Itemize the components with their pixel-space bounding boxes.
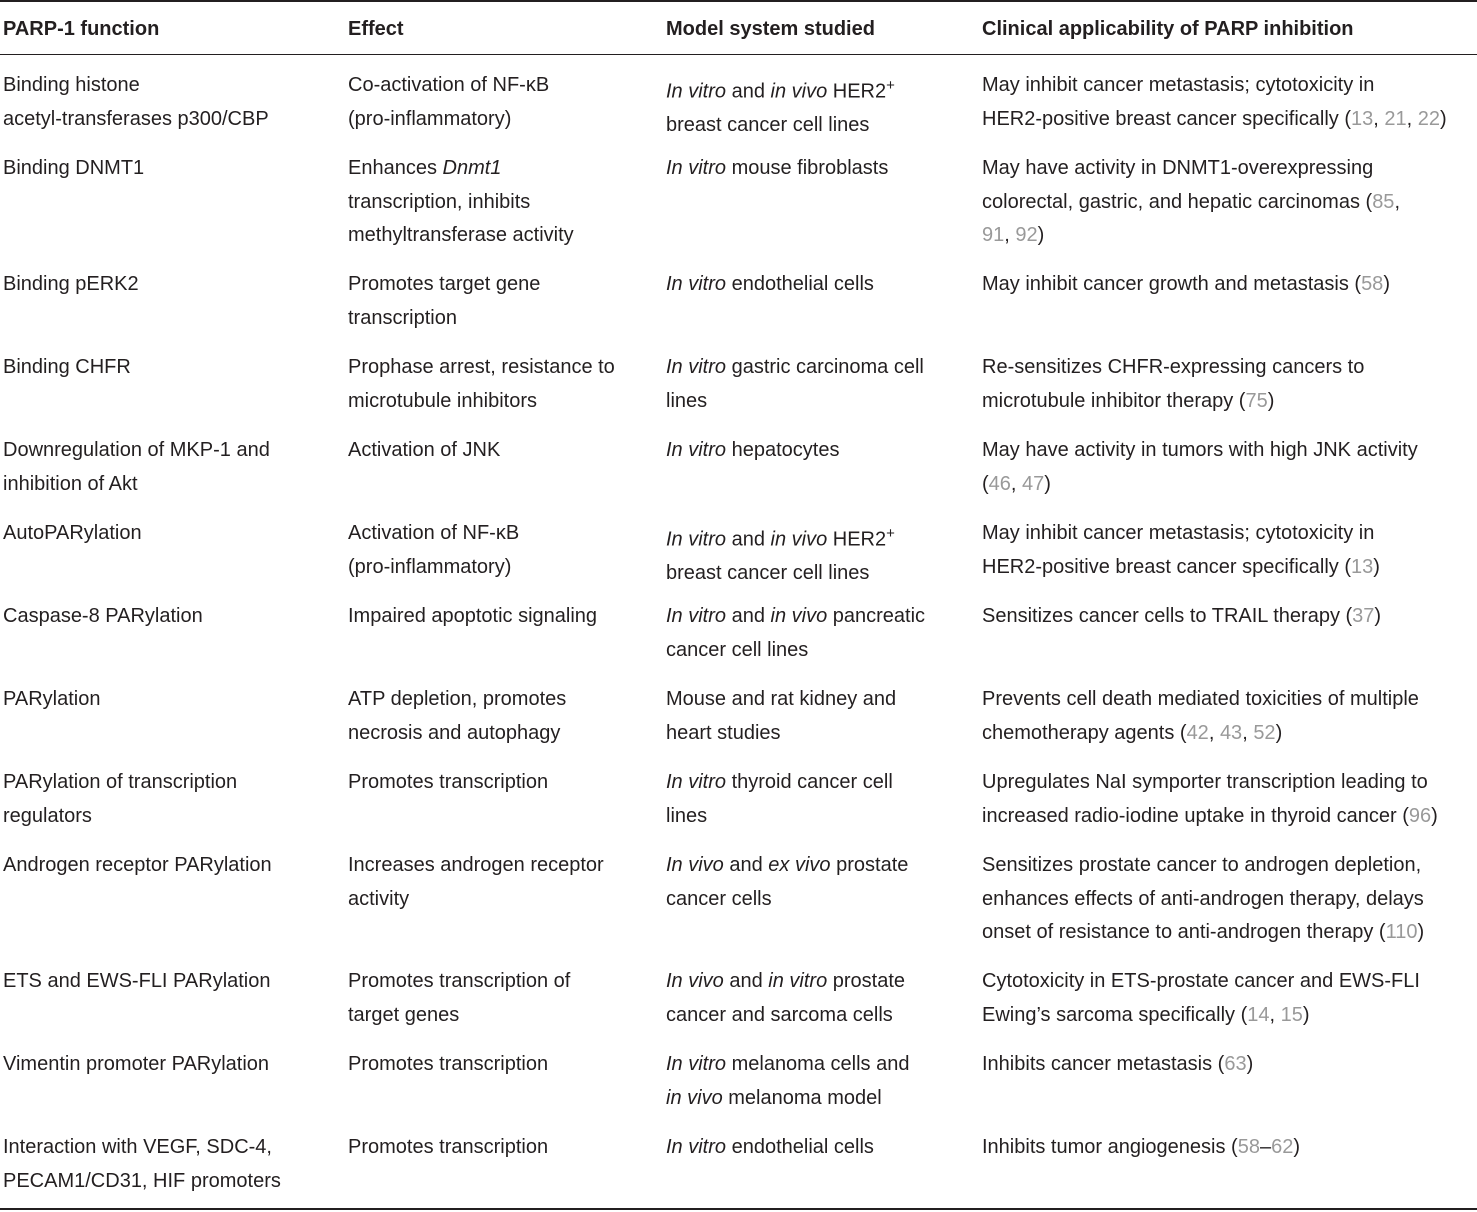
cell-function	[3, 766, 237, 833]
cell-effect	[348, 1048, 548, 1082]
cell-line	[666, 517, 895, 557]
cell-model	[666, 683, 896, 750]
citation-link[interactable]: 37	[1352, 605, 1375, 627]
cell-effect	[348, 1131, 548, 1165]
cell-line: acetyl-transferases p300/CBP	[3, 107, 269, 130]
text-segment: ,	[1269, 1003, 1281, 1026]
citation-link[interactable]: 43	[1219, 721, 1243, 744]
cell-line: ATP depletion, promotes	[348, 688, 567, 710]
table-body	[0, 55, 1477, 1210]
citation-link[interactable]: 47	[1022, 472, 1045, 495]
text-segment: chemotherapy agents (	[982, 721, 1187, 744]
header-model: Model system studied	[666, 18, 875, 40]
cell-line	[666, 69, 895, 109]
text-segment: In vitro	[666, 273, 727, 295]
table-row	[0, 138, 1477, 254]
cell-line: AutoPARylation	[3, 522, 142, 544]
cell-line	[982, 766, 1438, 800]
citation-link[interactable]: 52	[1253, 721, 1276, 744]
text-segment: ,	[1406, 107, 1418, 130]
text-segment: endothelial cells	[726, 1136, 874, 1158]
table-row	[0, 586, 1477, 669]
cell-line: activity	[348, 887, 410, 910]
cell-model	[666, 1048, 909, 1115]
cell-line: Promotes transcription	[348, 771, 549, 793]
text-segment: cancer cells	[666, 887, 772, 910]
cell-effect	[348, 351, 615, 418]
text-segment: In vitro	[666, 157, 727, 179]
text-segment: enhances effects of anti-androgen therapy, delays	[982, 887, 1424, 910]
cell-model	[666, 434, 839, 468]
cell-line: Prophase arrest, resistance to	[348, 356, 615, 378]
text-segment: ,	[1242, 721, 1254, 744]
text-segment: cancer cell lines	[666, 638, 809, 661]
cell-line: Increases androgen receptor	[348, 854, 604, 876]
cell-line	[666, 965, 905, 999]
text-segment: and	[726, 528, 771, 551]
cell-line	[982, 103, 1447, 137]
text-segment: )	[1246, 1053, 1254, 1075]
table-row	[0, 55, 1477, 138]
text-segment: and	[723, 854, 769, 876]
header-function: PARP-1 function	[3, 18, 160, 40]
cell-line: Interaction with VEGF, SDC-4,	[3, 1136, 272, 1158]
cell-effect	[348, 152, 574, 253]
citation-link[interactable]: 58	[1361, 273, 1384, 295]
text-segment: May have activity in tumors with high JNK activity	[982, 439, 1418, 461]
cell-line: Binding histone	[3, 74, 140, 96]
cell-effect	[348, 434, 500, 468]
text-segment: ,	[1394, 190, 1400, 213]
cell-clinical	[982, 1048, 1253, 1082]
table-row	[0, 752, 1477, 835]
cell-function	[3, 268, 139, 302]
citation-link[interactable]: 14	[1247, 1003, 1270, 1026]
cell-line	[666, 1131, 874, 1165]
text-segment: in vivo	[770, 528, 828, 551]
cell-clinical	[982, 69, 1447, 136]
text-segment: cancer and sarcoma cells	[666, 1003, 893, 1026]
cell-clinical	[982, 152, 1400, 253]
cell-function	[3, 517, 142, 551]
text-segment: )	[1440, 107, 1447, 130]
cell-line	[982, 965, 1420, 999]
cell-line: Co-activation of NF-κB	[348, 74, 550, 96]
cell-line	[348, 152, 574, 186]
cell-function	[3, 69, 269, 136]
cell-line	[348, 219, 574, 253]
cell-line: Binding DNMT1	[3, 157, 145, 179]
text-segment: In vitro	[666, 605, 727, 627]
text-segment: )	[1374, 605, 1382, 627]
cell-function	[3, 683, 100, 717]
cell-line	[666, 849, 908, 883]
cell-line	[348, 186, 574, 220]
text-segment: Sensitizes cancer cells to TRAIL therapy (	[982, 605, 1353, 627]
cell-line: Promotes transcription of	[348, 970, 571, 992]
cell-line: Caspase-8 PARylation	[3, 605, 203, 627]
cell-line	[666, 717, 896, 751]
cell-model	[666, 268, 874, 302]
cell-model	[666, 766, 893, 833]
cell-clinical	[982, 600, 1381, 634]
cell-line	[666, 800, 893, 834]
cell-line	[982, 883, 1424, 917]
cell-line	[982, 916, 1424, 950]
table-header	[0, 2, 1477, 55]
cell-line: Activation of NF-κB	[348, 522, 520, 544]
citation-link[interactable]: 63	[1224, 1053, 1247, 1075]
text-segment: In vivo	[666, 854, 724, 876]
text-segment: Inhibits cancer metastasis (	[982, 1053, 1225, 1075]
citation-link[interactable]: 13	[1351, 107, 1374, 130]
cell-line	[982, 1048, 1253, 1082]
text-segment: )	[1275, 721, 1283, 744]
citation-link[interactable]: 42	[1186, 721, 1209, 744]
cell-line: Activation of JNK	[348, 439, 501, 461]
text-segment: May inhibit cancer growth and metastasis (	[982, 273, 1362, 295]
citation-link[interactable]: 110	[1385, 921, 1418, 943]
cell-effect	[348, 849, 604, 916]
text-segment: In vitro	[666, 356, 727, 378]
text-segment: HER2	[827, 80, 887, 103]
cell-function	[3, 849, 272, 883]
citation-link[interactable]: 13	[1351, 555, 1374, 578]
cell-line: transcription	[348, 306, 457, 329]
text-segment: HER2-positive breast cancer specifically (	[982, 107, 1352, 130]
cell-line: PARylation of transcription	[3, 771, 238, 793]
text-segment: prostate	[827, 970, 906, 992]
cell-line: microtubule inhibitors	[348, 389, 537, 412]
text-segment: transcription, inhibits	[348, 190, 531, 213]
citation-link[interactable]: 62	[1271, 1136, 1294, 1158]
cell-line	[982, 800, 1438, 834]
text-segment: Dnmt1	[442, 157, 502, 179]
cell-line	[982, 1131, 1300, 1165]
cell-line: Androgen receptor PARylation	[3, 854, 272, 876]
cell-function	[3, 351, 131, 385]
cell-model	[666, 965, 905, 1032]
table-row	[0, 254, 1477, 337]
cell-clinical	[982, 351, 1364, 418]
cell-function	[3, 965, 271, 999]
cell-line	[982, 434, 1418, 468]
text-segment: Sensitizes prostate cancer to androgen depletion,	[982, 854, 1422, 876]
citation-link[interactable]: 75	[1245, 389, 1268, 412]
text-segment: )	[1431, 804, 1438, 827]
cell-clinical	[982, 268, 1390, 302]
text-segment: ,	[1373, 107, 1385, 130]
text-segment: ,	[1010, 472, 1023, 495]
cell-line: (pro-inflammatory)	[348, 107, 512, 130]
text-segment: Re-sensitizes CHFR-expressing cancers to	[982, 356, 1365, 378]
cell-clinical	[982, 517, 1380, 584]
text-segment: )	[1267, 389, 1275, 412]
cell-function	[3, 600, 203, 634]
text-segment: HER2	[827, 528, 887, 551]
cell-line: inhibition of Akt	[3, 472, 138, 495]
cell-line	[982, 517, 1380, 551]
citation-link[interactable]: 91	[982, 224, 1005, 246]
header-effect: Effect	[348, 18, 404, 40]
cell-line	[982, 186, 1400, 220]
cell-line	[666, 634, 925, 668]
table-row	[0, 951, 1477, 1034]
citation-link[interactable]: 58	[1237, 1136, 1260, 1158]
text-segment: thyroid cancer cell	[726, 771, 893, 793]
cell-model	[666, 517, 895, 591]
citation-link[interactable]: 22	[1417, 107, 1441, 130]
text-segment: hepatocytes	[726, 439, 840, 461]
cell-clinical	[982, 1131, 1300, 1165]
citation-link[interactable]: 46	[988, 472, 1011, 495]
cell-effect	[348, 600, 597, 634]
text-segment: May inhibit cancer metastasis; cytotoxicity in	[982, 74, 1375, 96]
text-segment: onset of resistance to anti-androgen therapy (	[982, 921, 1386, 943]
table-row	[0, 337, 1477, 420]
cell-line	[982, 999, 1420, 1033]
text-segment: and	[726, 80, 771, 103]
text-segment: Cytotoxicity in ETS-prostate cancer and EWS-FLI	[982, 970, 1420, 992]
cell-line	[666, 999, 905, 1033]
text-segment: Ewing’s sarcoma specifically (	[982, 1003, 1248, 1026]
cell-line	[666, 600, 925, 634]
text-segment: breast cancer cell lines	[666, 562, 870, 585]
text-segment: –	[1259, 1136, 1272, 1158]
cell-line	[982, 468, 1418, 502]
cell-line	[666, 1082, 909, 1116]
cell-clinical	[982, 965, 1420, 1032]
cell-line: Binding pERK2	[3, 273, 139, 295]
text-segment: )	[1373, 555, 1380, 578]
cell-function	[3, 1131, 281, 1198]
cell-line	[666, 351, 924, 385]
header-clinical: Clinical applicability of PARP inhibition	[982, 18, 1354, 40]
text-segment: In vitro	[666, 528, 727, 551]
text-segment: HER2-positive breast cancer specifically (	[982, 555, 1352, 578]
cell-line	[982, 600, 1381, 634]
cell-model	[666, 152, 888, 186]
text-segment: Mouse and rat kidney and	[666, 688, 897, 710]
text-segment: microtubule inhibitor therapy (	[982, 389, 1246, 412]
cell-line	[982, 551, 1380, 585]
cell-line	[982, 219, 1400, 253]
table-row	[0, 835, 1477, 951]
text-segment: In vitro	[666, 80, 727, 103]
citation-link[interactable]: 92	[1015, 224, 1038, 246]
text-segment: pancreatic	[827, 605, 926, 627]
text-segment: )	[1044, 472, 1051, 495]
cell-line	[666, 766, 893, 800]
citation-link[interactable]: 21	[1384, 107, 1407, 130]
citation-link[interactable]: 85	[1372, 190, 1395, 213]
cell-line	[666, 152, 888, 186]
text-segment: gastric carcinoma cell	[726, 356, 924, 378]
superscript: +	[886, 77, 895, 94]
text-segment: )	[1417, 921, 1425, 943]
cell-line: Binding CHFR	[3, 356, 131, 378]
text-segment: heart studies	[666, 721, 781, 744]
cell-clinical	[982, 766, 1438, 833]
cell-effect	[348, 268, 540, 335]
cell-line	[666, 434, 839, 468]
cell-clinical	[982, 434, 1418, 501]
text-segment: ex vivo	[768, 854, 831, 876]
text-segment: and	[723, 970, 769, 992]
cell-function	[3, 152, 144, 186]
cell-function	[3, 434, 270, 501]
text-segment: and	[726, 605, 771, 627]
text-segment: in vivo	[770, 605, 828, 627]
cell-clinical	[982, 849, 1424, 950]
cell-line: Downregulation of MKP-1 and	[3, 439, 270, 461]
cell-model	[666, 1131, 874, 1165]
citation-link[interactable]: 96	[1408, 804, 1432, 827]
cell-line: PECAM1/CD31, HIF promoters	[3, 1169, 281, 1192]
text-segment: )	[1293, 1136, 1300, 1158]
cell-effect	[348, 766, 548, 800]
table-row	[0, 1117, 1477, 1210]
cell-line: Promotes transcription	[348, 1053, 549, 1075]
cell-model	[666, 69, 895, 143]
cell-line: ETS and EWS-FLI PARylation	[3, 970, 271, 992]
text-segment: )	[1383, 273, 1390, 295]
cell-line: Promotes transcription	[348, 1136, 549, 1158]
text-segment: Upregulates NaI symporter transcription leading to	[982, 771, 1428, 793]
text-segment: in vivo	[770, 80, 828, 103]
cell-effect	[348, 683, 566, 750]
cell-line	[666, 1048, 909, 1082]
text-segment: methyltransferase activity	[348, 224, 574, 246]
text-segment: ,	[1208, 721, 1220, 744]
text-segment: ,	[1004, 224, 1016, 246]
text-segment: lines	[666, 389, 708, 412]
text-segment: In vitro	[666, 439, 727, 461]
cell-line	[666, 268, 874, 302]
text-segment: In vivo	[666, 970, 724, 992]
table-row	[0, 503, 1477, 586]
table-row	[0, 1034, 1477, 1117]
cell-model	[666, 849, 908, 916]
text-segment: In vitro	[666, 1053, 727, 1075]
cell-line	[982, 385, 1364, 419]
text-segment: May have activity in DNMT1-overexpressing	[982, 157, 1374, 179]
text-segment: prostate	[830, 854, 909, 876]
cell-line: Vimentin promoter PARylation	[3, 1053, 270, 1075]
text-segment: mouse fibroblasts	[726, 157, 889, 179]
cell-line: (pro-inflammatory)	[348, 555, 512, 578]
citation-link[interactable]: 15	[1280, 1003, 1303, 1026]
text-segment: May inhibit cancer metastasis; cytotoxicity in	[982, 522, 1375, 544]
text-segment: In vitro	[666, 1136, 727, 1158]
cell-line	[982, 351, 1364, 385]
cell-line: necrosis and autophagy	[348, 721, 561, 744]
cell-line	[982, 849, 1424, 883]
cell-line	[982, 717, 1419, 751]
text-segment: lines	[666, 804, 708, 827]
superscript: +	[886, 525, 895, 542]
cell-effect	[348, 965, 570, 1032]
text-segment: (	[982, 472, 989, 495]
cell-line: Impaired apoptotic signaling	[348, 605, 598, 627]
cell-line	[982, 69, 1447, 103]
table-row	[0, 420, 1477, 503]
cell-clinical	[982, 683, 1419, 750]
text-segment: In vitro	[666, 771, 727, 793]
text-segment: Prevents cell death mediated toxicities of multiple	[982, 688, 1419, 710]
cell-model	[666, 351, 924, 418]
cell-effect	[348, 517, 519, 584]
text-segment: melanoma model	[722, 1086, 882, 1109]
text-segment: breast cancer cell lines	[666, 114, 870, 137]
text-segment: in vitro	[768, 970, 828, 992]
cell-line	[982, 268, 1390, 302]
text-segment: colorectal, gastric, and hepatic carcinomas (	[982, 190, 1373, 213]
cell-line	[982, 152, 1400, 186]
cell-line	[666, 385, 924, 419]
cell-line: PARylation	[3, 688, 101, 710]
cell-line: target genes	[348, 1003, 460, 1026]
cell-function	[3, 1048, 269, 1082]
cell-line	[982, 683, 1419, 717]
text-segment: melanoma cells and	[726, 1053, 910, 1075]
cell-model	[666, 600, 925, 667]
table-row	[0, 669, 1477, 752]
cell-line	[666, 683, 896, 717]
text-segment: )	[1037, 224, 1045, 246]
text-segment: in vivo	[666, 1086, 723, 1109]
cell-line: Promotes target gene	[348, 273, 541, 295]
cell-line: regulators	[3, 804, 92, 827]
text-segment: Enhances	[348, 157, 443, 179]
text-segment: Inhibits tumor angiogenesis (	[982, 1136, 1238, 1158]
cell-effect	[348, 69, 549, 136]
table-bottom-rule	[0, 1208, 1477, 1210]
text-segment: )	[1302, 1003, 1310, 1026]
text-segment: increased radio-iodine uptake in thyroid cancer (	[982, 804, 1409, 827]
text-segment: endothelial cells	[726, 273, 874, 295]
cell-line	[666, 883, 908, 917]
